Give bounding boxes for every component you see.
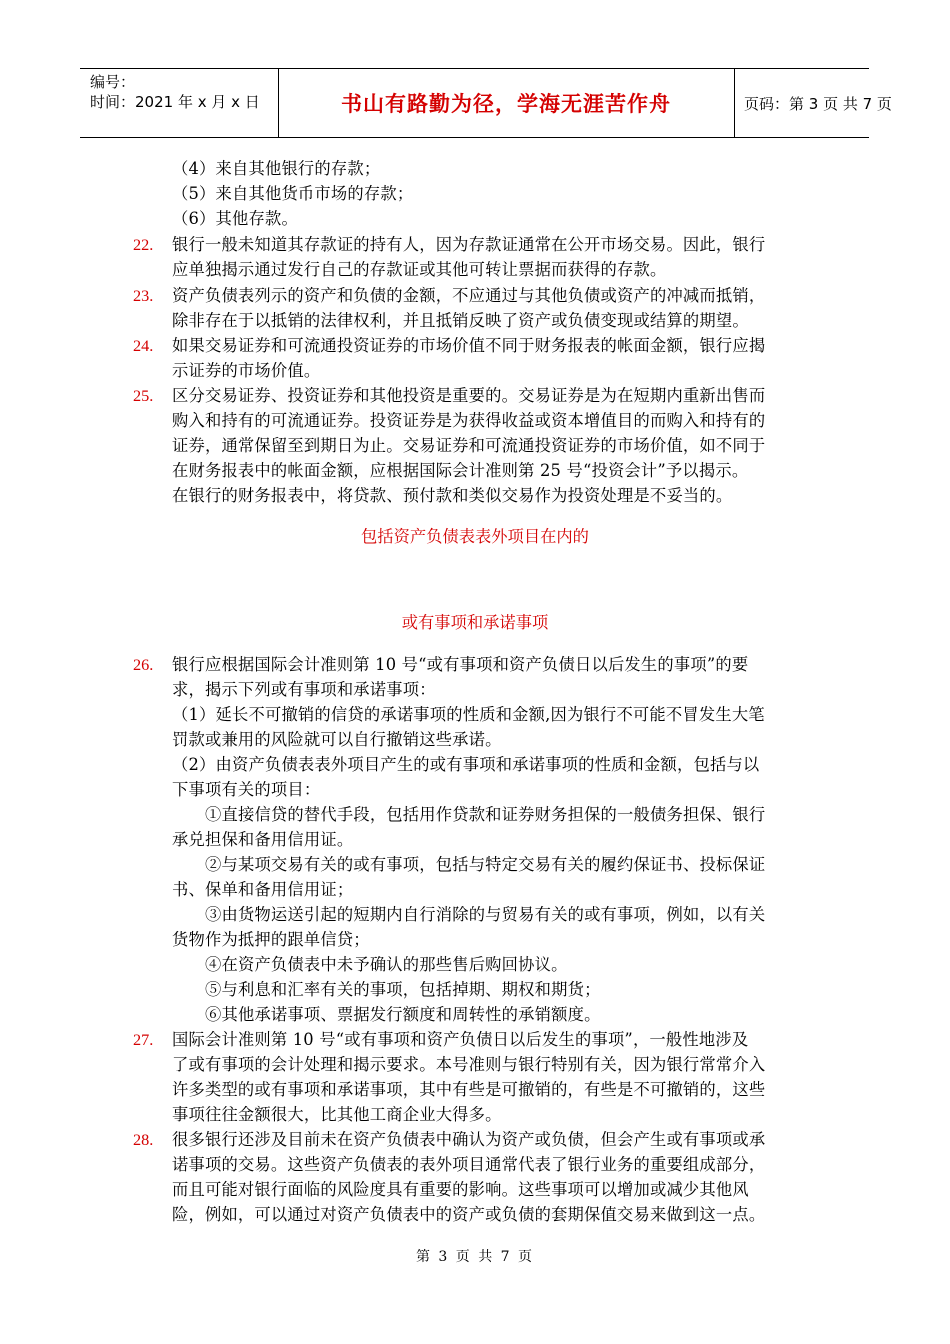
text-line: 很多银行还涉及目前未在资产负债表中确认为资产或负债，但会产生或有事项或承 [172, 1130, 766, 1149]
text-line: 银行应根据国际会计准则第 10 号“或有事项和资产负债日以后发生的事项”的要 [172, 655, 749, 674]
text-line: ③由货物运送引起的短期内自行消除的与贸易有关的或有事项，例如，以有关 [205, 905, 766, 924]
text-line: 资产负债表列示的资产和负债的金额，不应通过与其他负债或资产的冲减而抵销， [172, 286, 766, 305]
text-line: 货物作为抵押的跟单信贷； [172, 930, 370, 949]
text-line: 下事项有关的项目： [172, 780, 321, 799]
document-number-label: 编号： [90, 73, 136, 91]
text-line: （4）来自其他银行的存款； [172, 159, 381, 178]
section-heading: 包括资产负债表表外项目在内的 [361, 527, 589, 546]
text-line: 许多类型的或有事项和承诺事项，其中有些是可撤销的，有些是不可撤销的，这些 [172, 1080, 766, 1099]
text-line: ⑥其他承诺事项、票据发行额度和周转性的承销额度。 [205, 1005, 601, 1024]
section-heading: 或有事项和承诺事项 [401, 613, 549, 632]
text-line: 区分交易证券、投资证券和其他投资是重要的。交易证券是为在短期内重新出售而 [172, 386, 766, 405]
text-line: 国际会计准则第 10 号“或有事项和资产负债日以后发生的事项”，一般性地涉及 [172, 1030, 749, 1049]
text-line: （2）由资产负债表表外项目产生的或有事项和承诺事项的性质和金额，包括与以 [172, 755, 760, 774]
text-line: 示证券的市场价值。 [172, 361, 321, 380]
header-motto: 书山有路勤为径，学海无涯苦作舟 [341, 92, 671, 116]
text-line: 罚款或兼用的风险就可以自行撤销这些承诺。 [172, 730, 502, 749]
paragraph-number: 28. [133, 1130, 154, 1149]
text-line: 在银行的财务报表中，将贷款、预付款和类似交易作为投资处理是不妥当的。 [172, 486, 733, 505]
paragraph-number: 23. [133, 286, 154, 305]
text-line: 在财务报表中的帐面金额，应根据国际会计准则第 25 号“投资会计”予以揭示。 [172, 461, 749, 480]
page-header [80, 68, 892, 138]
text-line: 如果交易证券和可流通投资证券的市场价值不同于财务报表的帐面金额，银行应揭 [172, 336, 766, 355]
header-info-cell [80, 69, 279, 137]
text-line: 了或有事项的会计处理和揭示要求。本号准则与银行特别有关，因为银行常常介入 [172, 1055, 766, 1074]
text-line: ②与某项交易有关的或有事项，包括与特定交易有关的履约保证书、投标保证 [205, 855, 766, 874]
text-line: ④在资产负债表中未予确认的那些售后购回协议。 [205, 955, 568, 974]
text-line: （5）来自其他货币市场的存款； [172, 184, 414, 203]
text-line: 承兑担保和备用信用证。 [172, 830, 354, 849]
text-line: 而且可能对银行面临的风险度具有重要的影响。这些事项可以增加或减少其他风 [172, 1180, 749, 1199]
paragraph-number: 22. [133, 235, 154, 254]
text-line: 求，揭示下列或有事项和承诺事项： [172, 680, 436, 699]
text-line: 应单独揭示通过发行自己的存款证或其他可转让票据而获得的存款。 [172, 260, 667, 279]
paragraph-number: 25. [133, 386, 154, 405]
header-page-label: 页码：第 3 页 共 7 页 [744, 95, 892, 113]
header-page-cell [734, 69, 892, 137]
text-line: 证券，通常保留至到期日为止。交易证券和可流通投资证券的市场价值，如不同于 [172, 436, 766, 455]
text-line: ⑤与利息和汇率有关的事项，包括掉期、期权和期货； [205, 980, 601, 999]
text-line: 险，例如，可以通过对资产负债表中的资产或负债的套期保值交易来做到这一点。 [172, 1205, 766, 1224]
document-date-label: 时间：2021 年 x 月 x 日 [90, 93, 260, 111]
text-line: ①直接信贷的替代手段，包括用作贷款和证券财务担保的一般债务担保、银行 [205, 805, 766, 824]
paragraph-number: 27. [133, 1030, 154, 1049]
page-footer: 第 3 页 共 7 页 [415, 1249, 535, 1265]
paragraph-number: 26. [133, 655, 154, 674]
text-line: 诺事项的交易。这些资产负债表的表外项目通常代表了银行业务的重要组成部分， [172, 1155, 766, 1174]
paragraph-number: 24. [133, 336, 154, 355]
text-line: 除非存在于以抵销的法律权利，并且抵销反映了资产或负债变现或结算的期望。 [172, 311, 749, 330]
text-line: 事项往往金额很大，比其他工商企业大得多。 [172, 1105, 502, 1124]
text-line: 银行一般未知道其存款证的持有人，因为存款证通常在公开市场交易。因此，银行 [172, 235, 766, 254]
text-line: （6）其他存款。 [172, 209, 298, 228]
text-line: （1）延长不可撤销的信贷的承诺事项的性质和金额,因为银行不可能不冒发生大笔 [172, 705, 765, 724]
text-line: 书、保单和备用信用证； [172, 880, 354, 899]
text-line: 购入和持有的可流通证券。投资证券是为获得收益或资本增值目的而购入和持有的 [172, 411, 766, 430]
header-motto-cell [278, 69, 735, 137]
